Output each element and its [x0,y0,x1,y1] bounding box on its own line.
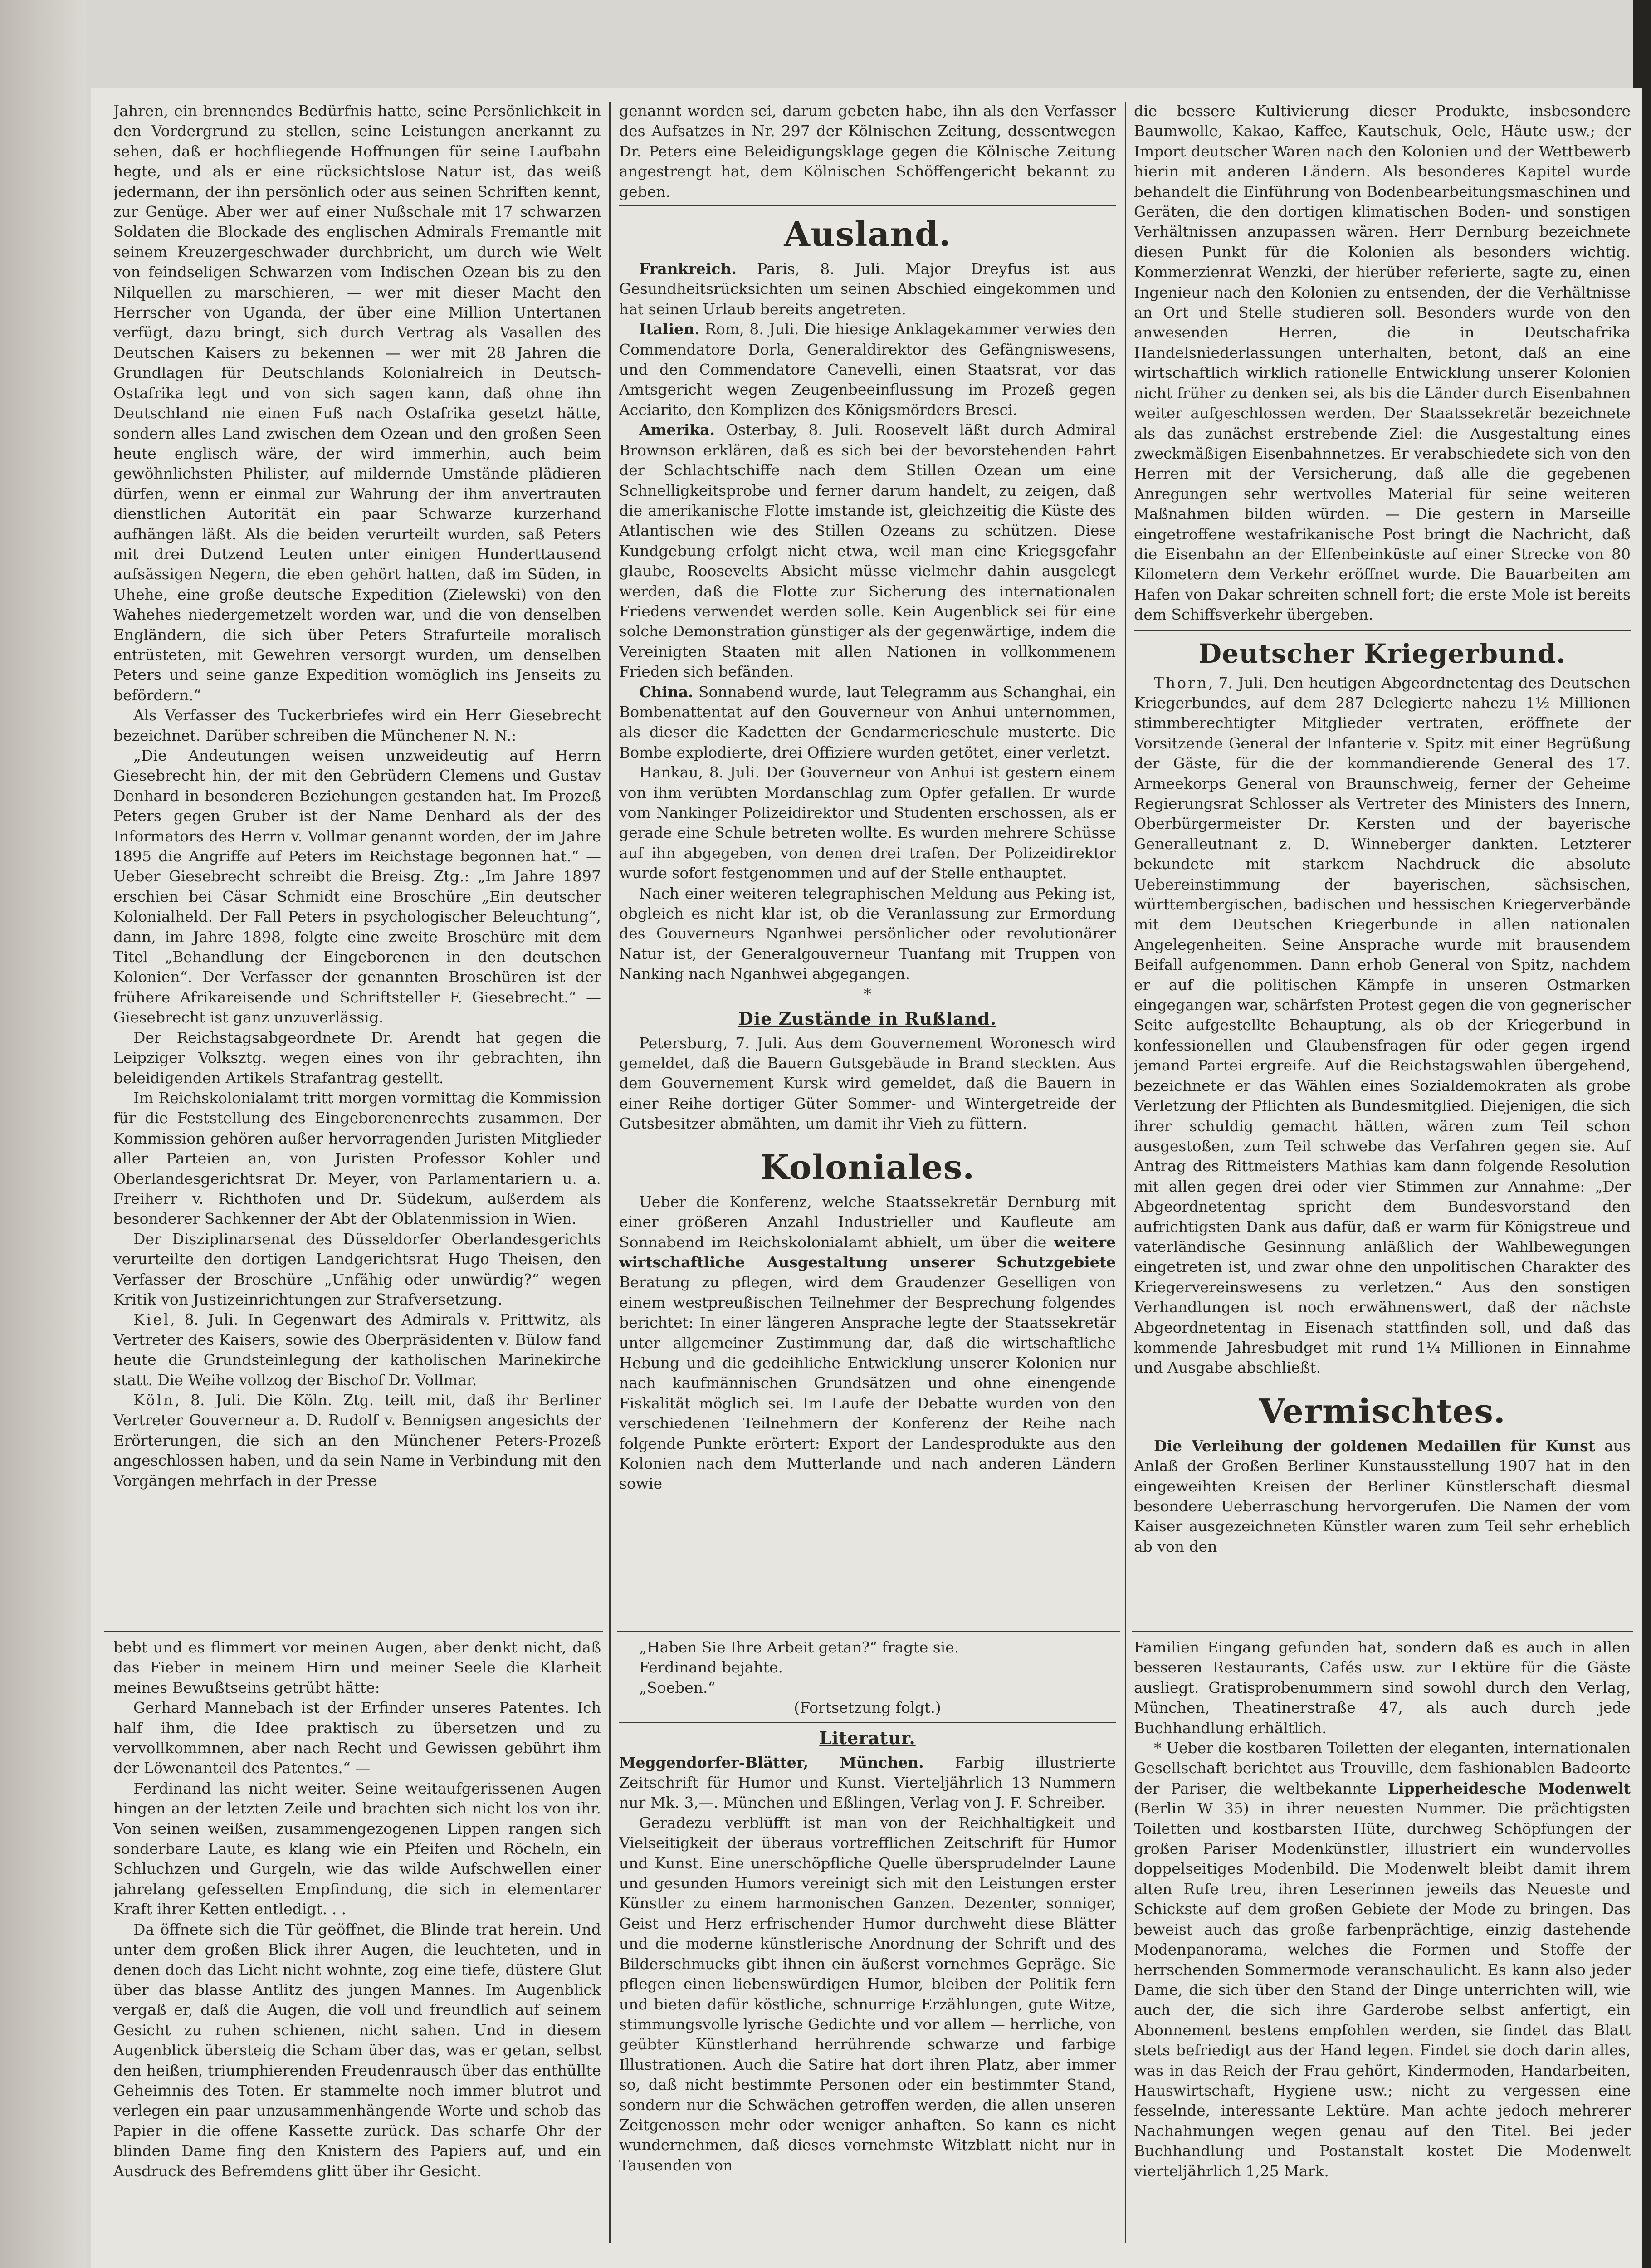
text: Paris, 8. Juli. Major Dreyfus ist aus Gesundheitsrücksichten um seinen Abschied eingekommen und hat seinen Urlaub bereits angetreten. [619,260,1116,318]
paragraph: Jahren, ein brennendes Bedürfnis hatte, seine Persönlichkeit in den Vordergrund zu stellen, seine Leistungen anerkannt zu sehen, daß er hochfliegende Hoffnungen für seine Laufbahn hegte, und als er eine rücksichtslose Natur ist, das weiß jedermann, der ihn persönlich oder aus seinen Schriften kennt, zur Genüge. Aber wer auf einer Nußschale mit 17 schwarzen Soldaten die Blockade des englischen Admirals Fremantle mit seinem Kreuzergeschwader durchbricht, um durch wie Welt von feindseligen Schwarzen vom Indischen Ozean bis zu den Nilquellen zu marschieren, — wer mit dieser Macht den Herrscher von Uganda, der über eine Million Untertanen verfügt, dazu bringt, sich durch Vertrag als Vasallen des Deutschen Kaisers zu bekennen — wer mit 28 Jahren die Grundlagen für Deutschlands Kolonialreich in Deutsch-Ostafrika legt und von sich sagen kann, daß ohne ihn Deutschland nie einen Fuß nach Ostafrika gesetzt hätte, sondern alles Land zwischen dem Ozean und den großen Seen heute englisch wäre, der wird immerhin, auch beim gewöhnlichsten Philister, auf mildernde Umstände plädieren dürfen, wenn er einmal zur Wahrung der ihm anvertrauten dienstlichen Autorität ein paar Schwarze kurzerhand aufhängen läßt. Als die beiden verurteilt wurden, saß Peters mit drei Dutzend Leuten unter einigen Hunderttausend aufsässigen Negern, die eben gehört hatten, daß im Süden, in Uhehe, eine große deutsche Expedition (Zielewski) von den Wahehes niedergemetzelt worden war, und die von denselben Engländern, die sich über Peters Strafurteile moralisch entrüsteten, mit Gewehren versorgt wurden, um denselben Peters und seine ganze Expedition womöglich ins Jenseits zu befördern.“ [113,102,601,704]
paragraph [619,1753,1116,1813]
paragraph [1134,673,1631,1378]
paragraph: Nach einer weiteren telegraphischen Meldung aus Peking ist, obgleich es nicht klar ist, ob die Veranlassung zur Ermordung des Gouverneurs Nganhwei persönlicher oder revolutionärer Natur ist, der Generalgouverneur Tuanfang mit Truppen von Nanking nach Nganhwei abgegangen. [619,884,1116,983]
heading-russland: Die Zustände in Rußland. [738,1008,997,1029]
paragraph [619,420,1116,682]
emphasis: Die Verleihung der goldenen Medaillen für Kunst [1154,1437,1596,1455]
paragraph: Familien Eingang gefunden hat, sondern daß es auch in allen besseren Restaurants, Cafés usw. zur Lektüre für die Gäste ausliegt. Gratisprobenummern sind sowohl durch den Verlag, München, Theatinerstraße 47, als auch durch jede Buchhandlung erhältlich. [1134,1638,1631,1737]
country-keyword: China. [639,683,694,701]
heading-kriegerbund: Deutscher Kriegerbund. [1198,638,1566,669]
paragraph [619,682,1116,763]
paragraph [619,319,1116,420]
rule [1134,630,1631,631]
country-keyword: Italien. [639,320,700,338]
country-keyword: Frankreich. [639,260,737,278]
text: Rom, 8. Juli. Die hiesige Anklagekammer verwies den Commendatore Dorla, Generaldirektor des Gefängniswesens, und den Commendatore Canevelli, einen Staatsrat, vor das Amtsgericht wegen Zeugenbeeinflussung im Prozeß gegen Acciarito, den Komplizen des Königsmörders Bresci. [619,320,1116,419]
heading-ausland: Ausland. [784,215,951,254]
paragraph: „Soeben.“ [639,1678,716,1696]
text: (Berlin W 35) in ihrer neuesten Nummer. Die prächtigsten Toiletten und kostbarsten Hüte, durchweg Schöpfungen der großen Pariser Modenkünstler, illustriert ein wundervolles doppelseitiges Modenbild. Die Modenwelt bleibt damit ihrem alten Rufe treu, ihren Leserinnen jeweils das Neueste und Schickste auf dem großen Gebiete der Mode zu bringen. Das beweist auch das große farbenprächtige, einzig dastehende Modenpanorama, welches die Formen und Stoffe der herrschenden Sommermode veranschaulicht. Es kann also jeder Dame, die sich über den Stand der Dinge unterrichten will, wie auch der, die sich ihre Garderobe selbst anfertigt, ein Abonnement bestens empfohlen werden, sie findet das Blatt stets befriedigt aus der Hand legen. Findet sie doch darin alles, was in das Reich der Frau gehört, Kindermoden, Handarbeiten, Hauswirtschaft, Hygiene usw.; nicht zu vergessen eine fesselnde, interessante Lektüre. Man achte jedoch mehrerer Nachahmungen wegen genau auf den Titel. Bei jeder Buchhandlung und Postanstalt kostet Die Modenwelt vierteljährlich 1,25 Mark. [1134,1799,1631,2180]
paragraph: Im Reichskolonialamt tritt morgen vormittag die Kommission für die Feststellung des Eingeborenenrechts zusammen. Der Kommission gehören außer hervorragenden Juristen Mitglieder aller Parteien an, von Juristen Professor Kohler und Oberlandesgerichtsrat Dr. Meyer, von Parlamentariern u. a. Freiherr v. Richthofen und Dr. Südekum, außerdem als besonderer Sachkenner der Abt der Oblatenmission in Wien. [113,1089,601,1228]
paragraph: die bessere Kultivierung dieser Produkte, insbesondere Baumwolle, Kakao, Kaffee, Kautschuk, Oele, Häute usw.; der Import deutscher Waren nach den Kolonien und der Wettbewerb hierin mit anderen Ländern. Als besonderes Kapitel wurde behandelt die Einführung von Bodenbearbeitungsmaschinen und Geräten, die den dortigen klimatischen Boden- und sonstigen Verhältnissen anzupassen wären. Herr Dernburg bezeichnete diesen Punkt für die Kolonien als besonders wichtig. Kommerzienrat Wenzki, der hierüber referierte, sagte zu, einen Ingenieur nach den Kolonien zu entsenden, der die Verhältnisse an Ort und Stelle studieren soll. Besonders wurde von den anwesenden Herren, die in Deutschafrika Handelsniederlassungen unterhalten, betont, daß an eine wirtschaftlich wirklich rationelle Entwicklung unserer Kolonien nicht früher zu denken sei, als bis die Länder durch Eisenbahnen weiter aufgeschlossen werden. Der Staatssekretär bezeichnete als das zunächst erstrebende Ziel: die Ausgestaltung eines zweckmäßigen Eisenbahnnetzes. Er verabschiedete sich von den Herren mit der Versicherung, daß alle die gegebenen Anregungen sehr wertvolles Material für seine weiteren Maßnahmen bilden würden. — Die gestern in Marseille eingetroffene westafrikanische Post bringt die Nachricht, daß die Eisenbahn an der Elfenbeinküste auf einer Strecke von 80 Kilometern dem Verkehr eröffnet wurde. Die Bauarbeiten am Hafen von Dakar schreiten schnell fort; die erste Mole ist bereits dem Schiffsverkehr übergeben. [1134,102,1631,624]
dateline-kiel: Kiel [133,1310,171,1329]
paragraph: Ferdinand las nicht weiter. Seine weitaufgerissenen Augen hingen an der letzten Zeile und brachten sich nicht los von ihr. Von seinen weißen, zusammengezogenen Lippen rangen sich sonderbare Laute, es klang wie ein Pfeifen und Röcheln, ein Schluchzen und Gurgeln, wie das wilde Aufschwellen einer jahrelang gefesselten Empfindung, die sich in elementarer Kraft ihrer Ketten entledigt. . . [113,1779,601,1918]
paragraph [1134,1436,1631,1557]
publication-title: Lipperheidesche Modenwelt [1387,1779,1631,1797]
text: , 8. Juli. In Gegenwart des Admirals v. Prittwitz, als Vertreter des Kaisers, sowie des Oberpräsidenten v. Bülow fand heute die Grundsteinlegung der katholischen Marinekirche statt. Die Weihe vollzog der Bischof Dr. Vollmar. [113,1310,601,1389]
paragraph: Gerhard Mannebach ist der Erfinder unseres Patentes. Ich half ihm, die Idee praktisch zu übersetzen und zu vervollkommnen, aber nach Recht und Gewissen gebührt ihm der Löwenanteil des Patentes.“ — [113,1699,601,1777]
publication-title: Meggendorfer-Blätter, München. [619,1753,924,1771]
paragraph [1134,1738,1631,2181]
column-1-upper [113,101,601,1626]
paragraph: „Die Andeutungen weisen unzweideutig auf Herrn Giesebrecht hin, der mit den Gebrüdern Clemens und Gustav Denhard in besonderen Beziehungen gestanden hat. Im Prozeß Peters gegen Gruber ist der Name Denhard als der des Informators des Herrn v. Vollmar genannt worden, der im Jahre 1895 die Angriffe auf Peters im Reichstage begonnen hat.“ — Ueber Giesebrecht schreibt die Breisg. Ztg.: „Im Jahre 1897 erschien bei Cäsar Schmidt eine Broschüre „Ein deutscher Kolonialheld. Der Fall Peters in psychologischer Beleuchtung“, dann, im Jahre 1898, folgte eine zweite Broschüre mit dem Titel „Behandlung der Eingeborenen in den deutschen Kolonien“. Der Verfasser der genannten Broschüren ist der frühere Afrikareisende und Schriftsteller F. Giesebrecht.“ — Giesebrecht ist ganz unzuverlässig. [113,747,601,1026]
heading-literatur: Literatur. [819,1727,916,1748]
rule [619,1722,1116,1723]
text: , 8. Juli. Die Köln. Ztg. teilt mit, daß ihr Berliner Vertreter Gouverneur a. D. Rudolf v. Bennigsen angesichts der Erörterungen, die sich an den Münchener Peters-Prozeß angeschlossen haben, und da sein Name in Verbindung mit den Vorgängen mehrfach in der Presse [113,1391,601,1490]
paragraph [619,1192,1116,1494]
continuation-note: (Fortsetzung folgt.) [794,1699,941,1717]
rule [619,205,1116,206]
text: Sonnabend wurde, laut Telegramm aus Schanghai, ein Bombenattentat auf den Gouverneur von Anhui unternommen, als dieser die Kadetten der Gendarmerieschule musterte. Die Bombe explodierte, drei Offiziere wurden getötet, einer verletzt. [619,683,1116,761]
paragraph: Als Verfasser des Tuckerbriefes wird ein Herr Giesebrecht bezeichnet. Darüber schreiben die Münchener N. N.: [113,706,601,744]
paragraph: Hankau, 8. Juli. Der Gouverneur von Anhui ist gestern einem von ihm verübten Mordanschlag zum Opfer gefallen. Er wurde vom Nankinger Polizeidirektor und Studenten erschossen, als er gerade eine Schule betreten wollte. Es wurden mehrere Schüsse auf ihn abgegeben, von denen drei trafen. Der Polizeidirektor wurde sofort festgenommen und auf der Stelle enthauptet. [619,763,1116,882]
column-rule-1 [609,102,611,2243]
paragraph: Da öffnete sich die Tür geöffnet, die Blinde trat herein. Und unter dem großen Blick ihrer Augen, die leuchteten, und in denen doch das Licht nicht wohnte, zog eine tiefe, düstere Glut über das blasse Antlitz des jungen Mannes. Im Augenblick vergaß er, daß die Augen, die voll und freundlich auf seinem Gesicht zu ruhen schienen, nicht sahen. Und in diesem Augenblick übersteig die Scham über das, was er getan, selbst den heißen, triumphierenden Freudenrausch über das enthüllte Geheimnis des Toten. Er stammelte noch immer blutrot und verlegen ein paar unzusammenhängende Worte und schob das Papier in die offene Kassette zurück. Das scharfe Ohr der blinden Dame fing den Knistern des Papiers auf, und ein Ausdruck des Befremdens glitt über ihr Gesicht. [113,1920,601,2180]
text: * Ueber die kostbaren Toiletten der eleganten, internationalen Gesellschaft berichtet aus Trouville, dem fashionablen Badeorte der Pariser, die weltbekannte [1134,1739,1631,1797]
heading-vermischtes: Vermischtes. [1259,1392,1506,1431]
column-3-upper [1134,101,1631,1626]
paragraph: Der Reichstagsabgeordnete Dr. Arendt hat gegen die Leipziger Volksztg. wegen eines von ihr gebrachten, ihn beleidigenden Artikels Strafantrag gestellt. [113,1028,601,1087]
paragraph: Ferdinand bejahte. [639,1658,783,1677]
section-divider-col2 [617,1631,1120,1632]
paragraph: Geradezu verblüfft ist man von der Reichhaltigkeit und Vielseitigkeit der überaus vortrefflichen Zeitschrift für Humor und Kunst. Eine unerschöpfliche Quelle übersprudelnder Laune und gesunden Humors vereinigt sich mit den Leistungen erster Künstler zu einem harmonischen Ganzen. Dezenter, sonniger, Geist und Herz erfrischender Humor durchweht diese Blätter und die moderne künstlerische Anordnung der Schrift und des Bilderschmucks gibt ihnen ein äußerst vornehmes Gepräge. Sie pflegen einen liebenswürdigen Humor, bleiben der Politik fern und bieten dafür köstliche, schnurrige Erzählungen, gute Witze, stimmungsvolle lyrische Gedichte und vor allem — herrliche, von geübter Künstlerhand herrührende schwarze und farbige Illustrationen. Auch die Satire hat dort ihren Platz, aber immer so, daß nicht bestimmte Personen oder ein bestimmter Stand, sondern nur die Schwächen getroffen werden, die allen unseren Zeitgenossen mehr oder weniger anhaften. So kann es nicht wundernehmen, daß dieses vornehmste Witzblatt nicht nur in Tausenden von [619,1813,1116,2174]
text: aus Anlaß der Großen Berliner Kunstausstellung 1907 hat in den eingeweihten Kreisen der Berliner Künstlerschaft diesmal besondere Ueberraschung hervorgerufen. Die Namen der vom Kaiser ausgezeichneten Künstler waren zum Teil sehr erheblich ab von den [1134,1437,1631,1555]
text: Beratung zu pflegen, wird dem Graudenzer Geselligen von einem westpreußischen Teilnehmer der Besprechung folgendes berichtet: In einer längeren Ansprache legte der Staatssekretär unter allgemeiner Zustimmung dar, daß die wirtschaftliche Hebung und die gedeihliche Entwicklung unserer Kolonien nur nach kaufmännischen Grundsätzen und ohne einengende Fiskalität möglich sei. Im Laufe der Debatte wurden von den verschiedenen Teilnehmern der Konferenz der Reihe nach folgende Punkte erörtert: Export der Landesprodukte aus den Kolonien nach dem Mutterlande und nach anderen Ländern sowie [619,1273,1116,1493]
paragraph: Der Disziplinarsenat des Düsseldorfer Oberlandesgerichts verurteilte den dortigen Landgerichtsrat Hugo Theisen, den Verfasser der Broschüre „Unfähig oder unwürdig?“ wegen Kritik von Justizeinrichtungen zur Strafversetzung. [113,1230,601,1308]
paragraph: „Haben Sie Ihre Arbeit getan?“ fragte sie. [639,1638,959,1656]
paragraph: genannt worden sei, darum gebeten habe, ihn als den Verfasser des Aufsatzes in Nr. 297 der Kölnischen Zeitung, dessentwegen Dr. Peters eine Beleidigungsklage gegen die Kölnische Zeitung angestrengt hat, dem Kölnischen Schöffengericht bekannt zu geben. [619,102,1116,200]
column-2-lower [619,1637,1116,2245]
paragraph [113,1310,601,1390]
column-3-lower [1134,1637,1631,2245]
paragraph: Petersburg, 7. Juli. Aus dem Gouvernement Woronesch wird gemeldet, daß die Bauern Gutsgebäude in Brand steckten. Aus dem Gouvernement Kursk wird gemeldet, daß die Bauern in einer Reihe dortiger Güter Sommer- und Wintergetreide der Gutsbesitzer abmähten, um damit ihr Vieh zu füttern. [619,1034,1116,1133]
separator-star: * [864,985,871,1003]
newspaper-page [91,88,1642,2268]
paragraph [113,1390,601,1491]
text: Osterbay, 8. Juli. Roosevelt läßt durch Admiral Brownson erklären, daß es sich bei der bevorstehenden Fahrt der Schlachtschiffe nach dem Stillen Ozean um eine Schnelligkeitsprobe und ferner darum handelt, zu zeigen, daß die amerikanische Flotte imstande ist, gleichzeitig die Küste des Atlantischen wie des Stillen Ozeans zu schützen. Diese Kundgebung erfolgt nicht etwa, weil man eine Kriegsgefahr glaube, Roosevelts Absicht müsse vielmehr dahin ausgelegt werden, daß die Flotte zur Sicherung des internationalen Friedens verwendet werden solle. Kein Augenblick sei für eine solche Demonstration günstiger als der gegenwärtige, indem die Vereinigten Staaten mit allen Nationen in vollkommenem Frieden sich befänden. [619,421,1116,681]
emphasis: weitere wirtschaftliche Ausgestaltung unserer Schutzgebiete [619,1233,1116,1271]
section-divider-col3 [1132,1631,1633,1632]
text: Farbig illustrierte Zeitschrift für Humor und Kunst. Vierteljährlich 13 Nummern nur Mk. 3,—. München und Eßlingen, Verlag von J. F. Schreiber. [619,1753,1116,1812]
column-2-upper [619,101,1116,1626]
section-divider-col1 [104,1631,603,1632]
book-binding [0,0,86,2268]
dateline-koeln: Köln [133,1391,175,1409]
column-1-lower [113,1637,601,2245]
text: Ueber die Konferenz, welche Staatssekretär Dernburg mit einer größeren Anzahl Industrieller und Kaufleute am Sonnabend im Reichskolonialamt abhielt, um über die [619,1193,1116,1251]
column-rule-2 [1125,102,1126,2243]
heading-koloniales: Koloniales. [760,1148,975,1187]
country-keyword: Amerika. [639,421,715,439]
text: , 7. Juli. Den heutigen Abgeordnetentag des Deutschen Kriegerbundes, auf dem 287 Delegierte nahezu 1½ Millionen stimmberechtigter Mitglieder vertraten, eröffnete der Vorsitzende General der Infanterie v. Spitz mit einer Begrüßung der Gäste, für die der kommandierende General des 17. Armeekorps General von Braunschweig, ferner der Geheime Regierungsrat Schlosser als Vertreter des Ministers des Innern, Oberbürgermeister Dr. Kersten und der bayerische Generalleutnant z. D. Winneberger dankten. Letzterer bekundete mit starkem Nachdruck die absolute Uebereinstimmung der bayerischen, sächsischen, württembergischen, badischen und hessischen Kriegerverbände mit dem Deutschen Kriegerbunde in allen nationalen Angelegenheiten. Seine Ansprache wurde mit brausendem Beifall aufgenommen. Dann erhob General von Spitz, nachdem er auf die politischen Kämpfe in unseren Ostmarken eingegangen war, schärfsten Protest gegen die von gegnerischer Seite aufgestellte Behauptung, als ob der Kriegerbund in konfessionellen und Glaubensfragen für oder gegen irgend jemand Partei ergreife. Auf die Reichstagswahlen übergehend, bezeichnete er das Wählen eines Sozialdemokraten als grobe Verletzung der Pflichten als Bundesmitglied. Diejenigen, die sich ihrer schuldig gemacht hätten, wären zum Teil schon ausgestoßen, zum Teil schwebe das Verfahren gegen sie. Auf Antrag des Rittmeisters Mathias kam dann folgende Resolution mit allen gegen drei oder vier Stimmen zur Annahme: „Der Abgeordnetentag spricht dem Bundesvorstand den aufrichtigsten Dank aus dafür, daß er warm für Königstreue und vaterländische Gesinnung anläßlich der Wahlbewegungen eingetreten ist, und zwar ohne den unpolitischen Charakter des Kriegervereinswesens zu verletzen.“ Aus den sonstigen Verhandlungen ist noch erwähnenswert, daß der nächste Abgeordnetentag in Eisenach stattfinden soll, und daß das kommende Jahresbudget mit rund 1¼ Millionen in Einnahme und Ausgabe abschließt. [1134,674,1631,1377]
dateline-thorn: Thorn [1154,674,1209,692]
paragraph [619,259,1116,319]
paragraph: bebt und es flimmert vor meinen Augen, aber denkt nicht, daß das Fieber in meinem Hirn und meiner Seele die Klarheit meines Bewußtseins getrübt hätte: [113,1638,601,1696]
